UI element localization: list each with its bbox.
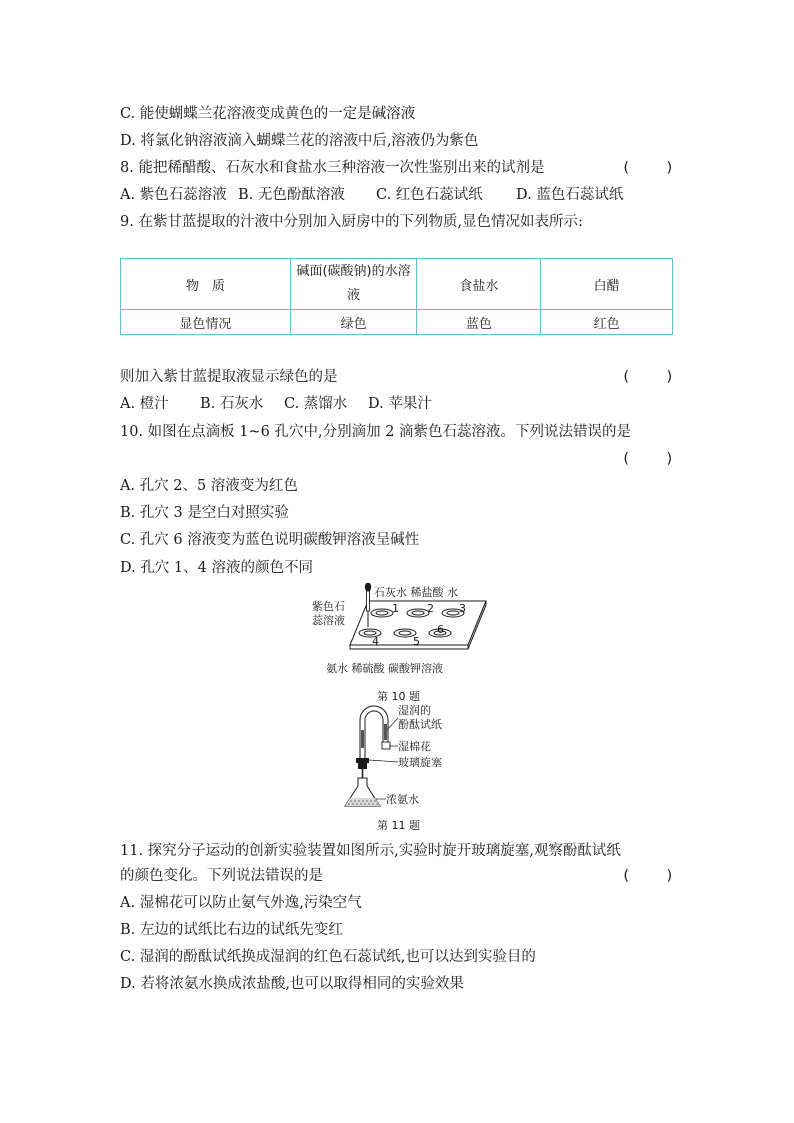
q11-option-c: C. 湿润的酚酞试纸换成湿润的红色石蕊试纸,也可以达到实验目的 (120, 949, 536, 965)
q10-option-a: A. 孔穴 2、5 溶液变为红色 (120, 478, 298, 494)
q7-option-d: D. 将氯化钠溶液滴入蝴蝶兰花的溶液中后,溶液仍为紫色 (120, 133, 479, 149)
glass-stopcock (356, 758, 369, 763)
label-wet-paper: 湿润的 (398, 704, 431, 717)
table-cell: 蓝色 (417, 310, 541, 335)
q8-options (120, 185, 623, 205)
q9-option-a: A. 橙汁 (120, 396, 169, 412)
q9-stem: 9. 在紫甘蓝提取的汁液中分别加入厨房中的下列物质,显色情况如表所示: (120, 214, 583, 230)
figure-11-caption: 第 11 题 (377, 819, 420, 832)
figure-bottom-labels: 氨水 稀硫酸 碳酸钾溶液 (326, 662, 443, 675)
u-tube (360, 706, 388, 758)
q9-options (120, 394, 432, 414)
q8-option-d: D. 蓝色石蕊试纸 (516, 187, 624, 203)
left-test-paper (361, 730, 364, 748)
label-concentrated-ammonia: 浓氨水 (386, 793, 419, 806)
right-test-paper (384, 724, 387, 740)
q8-option-a: A. 紫色石蕊溶液 (120, 187, 227, 203)
table-row (121, 310, 673, 335)
q11-stem-line2: 的颜色变化。下列说法错误的是 (120, 868, 323, 884)
hole-number: 6 (437, 623, 444, 636)
spot-plate-figure (300, 583, 500, 675)
q9-follow-up: 则加入紫甘蓝提取液显示绿色的是 (120, 369, 338, 385)
q7-option-c: C. 能使蝴蝶兰花溶液变成黄色的一定是碱溶液 (120, 106, 416, 122)
table-header-row (121, 259, 673, 310)
figure-top-labels: 石灰水 稀盐酸 水 (374, 586, 458, 599)
table-cell: 绿色 (290, 310, 417, 335)
label-phenolphthalein-paper: 酚酞试纸 (398, 718, 442, 731)
wet-cotton (382, 742, 390, 749)
q11-option-b: B. 左边的试纸比右边的试纸先变红 (120, 922, 343, 938)
q10-stem: 10. 如图在点滴板 1~6 孔穴中,分别滴加 2 滴紫色石蕊溶液。下列说法错误的是 (120, 424, 632, 440)
ammonia-liquid (345, 798, 380, 806)
q9-answer-paren: ( ) (621, 369, 674, 385)
table-header-cell: 碱面(碳酸钠)的水溶液 (290, 259, 417, 310)
q9-option-d: D. 苹果汁 (368, 396, 432, 412)
q9-option-b: B. 石灰水 (200, 396, 264, 412)
q10-option-d: D. 孔穴 1、4 溶液的颜色不同 (120, 560, 313, 576)
figure-left-label: 蕊溶液 (312, 614, 345, 627)
q10-option-b: B. 孔穴 3 是空白对照实验 (120, 505, 289, 521)
q11-option-d: D. 若将浓氨水换成浓盐酸,也可以取得相同的实验效果 (120, 976, 464, 992)
hole-number: 3 (459, 602, 466, 615)
q11-option-a: A. 湿棉花可以防止氨气外逸,污染空气 (120, 895, 362, 911)
plate-edge (350, 645, 468, 649)
q8-option-c: C. 红色石蕊试纸 (376, 187, 483, 203)
q11-stem-line1: 11. 探究分子运动的创新实验装置如图所示,实验时旋开玻璃旋塞,观察酚酞试纸 (120, 843, 621, 859)
q9-option-c: C. 蒸馏水 (284, 396, 348, 412)
hole-number: 2 (427, 602, 434, 615)
table-header-cell: 食盐水 (417, 259, 541, 310)
q8-stem: 8. 能把稀醋酸、石灰水和食盐水三种溶液一次性鉴别出来的试剂是 (120, 160, 545, 176)
q8-option-b: B. 无色酚酞溶液 (238, 187, 345, 203)
figure-10-caption: 第 10 题 (377, 690, 420, 703)
q9-color-table (120, 258, 673, 335)
table-cell: 显色情况 (121, 310, 291, 335)
q10-option-c: C. 孔穴 6 溶液变为蓝色说明碳酸钾溶液呈碱性 (120, 532, 420, 548)
q11-answer-paren: ( ) (621, 868, 674, 884)
hole-number: 5 (413, 635, 420, 648)
hole-number: 1 (392, 602, 399, 615)
q8-answer-paren: ( ) (621, 160, 674, 176)
figure-left-label: 紫色石 (312, 600, 345, 613)
q10-answer-paren: ( ) (621, 451, 674, 467)
label-glass-stopcock: 玻璃旋塞 (398, 756, 442, 769)
table-header-cell: 物 质 (121, 259, 291, 310)
table-header-cell: 白醋 (541, 259, 673, 310)
table-cell: 红色 (541, 310, 673, 335)
ammonia-apparatus-figure (340, 700, 470, 812)
label-wet-cotton: 湿棉花 (398, 740, 431, 753)
hole-number: 4 (372, 635, 379, 648)
